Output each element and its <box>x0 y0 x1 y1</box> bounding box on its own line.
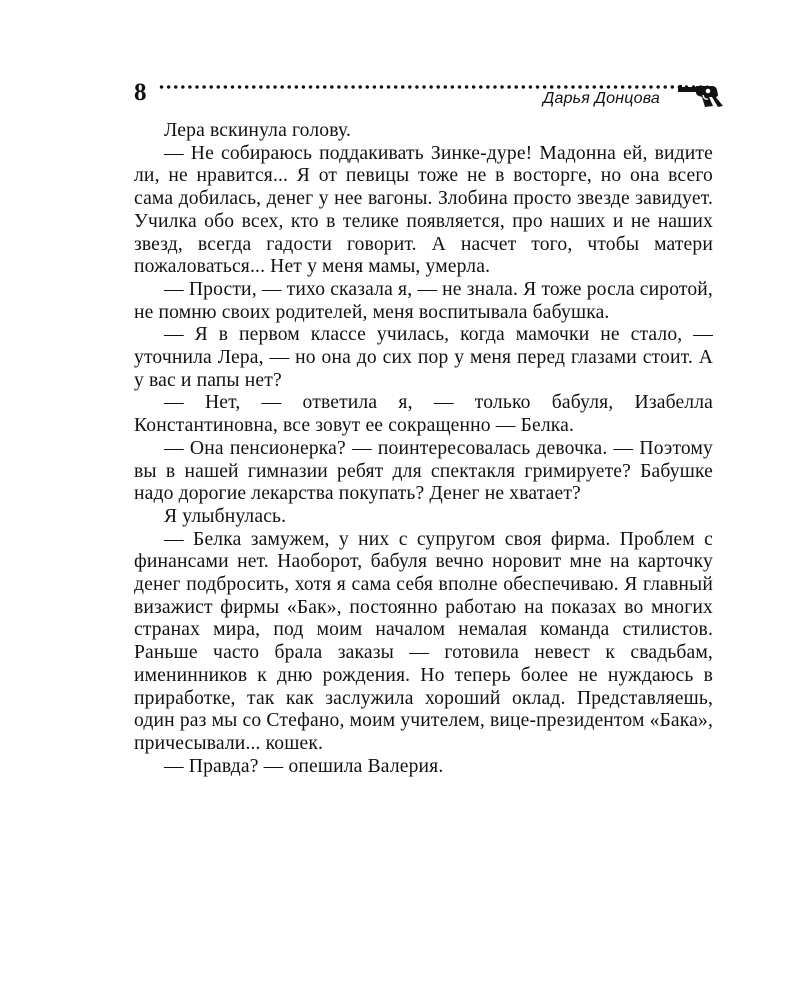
paragraph: — Не собираюсь поддакивать Зинке-дуре! Мадонна ей, видите ли, не нравится... Я от певицы тоже не в восторге, но она всего сама добилась, денег у нее вагоны. Злобина просто звезде завидует. Училка обо всех, кто в телике появляется, про наших и не наших звезд, всегда гадости говорит. А насчет того, чтобы матери пожаловаться... Нет у меня мамы, умерла. <box>134 142 713 278</box>
body-text <box>134 120 713 778</box>
page-number: 8 <box>134 79 147 106</box>
paragraph: Я улыбнулась. <box>164 505 287 527</box>
paragraph: — Нет, — ответила я, — только бабуля, Изабелла Константиновна, все зовут ее сокращенно — Белка. <box>134 392 713 437</box>
paragraph: — Прости, — тихо сказала я, — не знала. Я тоже росла сиротой, не помню своих родителей, меня воспитывала бабушка. <box>134 278 713 323</box>
revolver-icon <box>678 82 724 108</box>
paragraph: — Правда? — опешила Валерия. <box>164 755 444 777</box>
author-name: Дарья Донцова <box>543 90 660 107</box>
paragraph: — Она пенсионерка? — поинтересовалась девочка. — Поэтому вы в нашей гимназии ребят для спектакля гримируете? Бабушке надо дорогие лекарства покупать? Денег не хватает? <box>134 437 713 505</box>
paragraph: Лера вскинула голову. <box>164 120 352 141</box>
paragraph: — Белка замужем, у них с супругом своя фирма. Проблем с финансами нет. Наоборот, бабуля вечно норовит мне на карточку денег подбросить, хотя я сама себя вполне обеспечиваю. Я главный визажист фирмы «Бак», постоянно работаю на показах во многих странах мира, под моим началом немалая команда стилистов. Раньше часто брала заказы — готовила невест к свадьбам, именинников к дню рождения. Но теперь более не нуждаюсь в приработке, так как заслужила хороший оклад. Представляешь, один раз мы со Стефано, моим учителем, вице-президентом «Бака», причесывали... кошек. <box>134 528 713 754</box>
running-header <box>134 78 724 112</box>
paragraph: — Я в первом классе училась, когда мамочки не стало, — уточнила Лера, — но она до сих пор у меня перед глазами стоит. А у вас и папы нет? <box>134 324 713 391</box>
